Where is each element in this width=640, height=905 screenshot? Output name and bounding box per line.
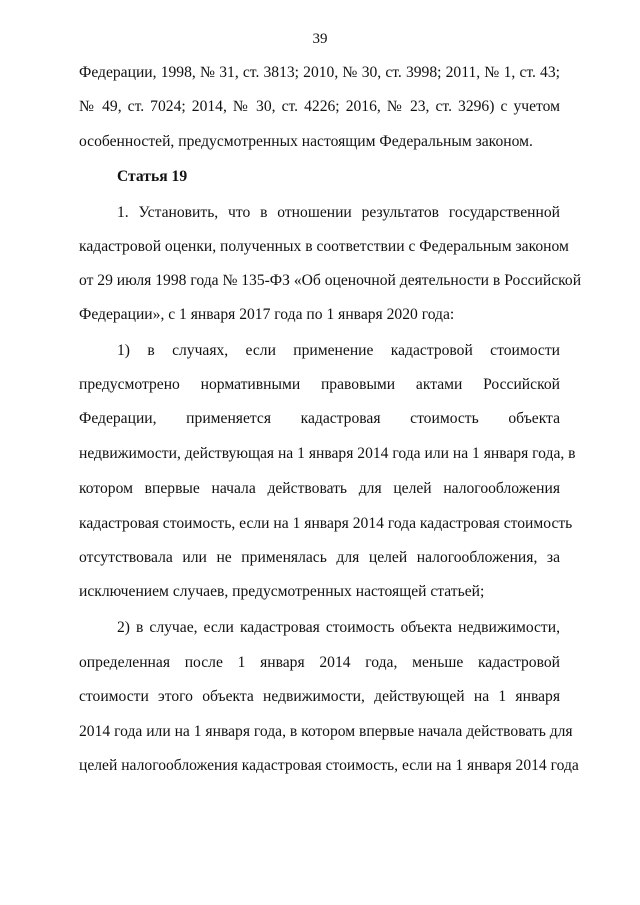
text-line: 2) в случае, если кадастровая стоимость объекта недвижимости, (117, 619, 560, 636)
text-line: предусмотрено нормативными правовыми актами Российской (79, 376, 560, 393)
text-line: Федерации, применяется кадастровая стоимость объекта (79, 410, 560, 427)
page-number: 39 (312, 31, 328, 47)
text-line: котором впервые начала действовать для целей налогообложения (79, 480, 560, 497)
text-line: кадастровой оценки, полученных в соответствии с Федеральным законом (79, 238, 569, 255)
text-line: 2014 года или на 1 января года, в котором впервые начала действовать для (79, 723, 573, 740)
text-line: Федерации», с 1 января 2017 года по 1 января 2020 года: (79, 306, 455, 323)
text-line: кадастровая стоимость, если на 1 января 2014 года кадастровая стоимость (79, 515, 573, 532)
text-line: отсутствовала или не применялась для целей налогообложения, за (79, 549, 560, 566)
text-line: определенная после 1 января 2014 года, меньше кадастровой (79, 654, 560, 671)
text-line: 1. Установить, что в отношении результатов государственной (117, 204, 560, 221)
text-line: от 29 июля 1998 года № 135-ФЗ «Об оценочной деятельности в Российской (79, 272, 582, 289)
text-line: исключением случаев, предусмотренных настоящей статьей; (79, 583, 485, 600)
article-heading: Статья 19 (117, 168, 188, 185)
text-line: недвижимости, действующая на 1 января 2014 года или на 1 января года, в (79, 445, 576, 462)
text-line: стоимости этого объекта недвижимости, действующей на 1 января (79, 688, 560, 705)
text-line: № 49, ст. 7024; 2014, № 30, ст. 4226; 2016, № 23, ст. 3296) с учетом (79, 98, 560, 115)
text-line: Федерации, 1998, № 31, ст. 3813; 2010, № 30, ст. 3998; 2011, № 1, ст. 43; (79, 64, 560, 81)
text-line: 1) в случаях, если применение кадастровой стоимости (117, 342, 560, 359)
text-line: целей налогообложения кадастровая стоимость, если на 1 января 2014 года (79, 757, 579, 774)
text-line: особенностей, предусмотренных настоящим Федеральным законом. (79, 133, 533, 150)
